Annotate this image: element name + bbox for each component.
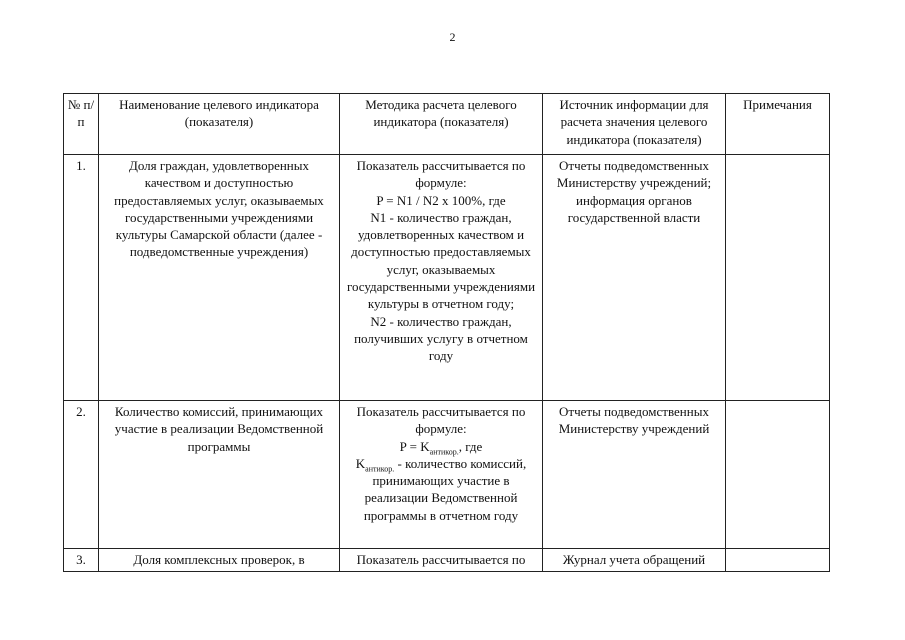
header-method: Методика расчета целевого индикатора (показателя) bbox=[340, 94, 543, 155]
definition-symbol: K bbox=[355, 455, 366, 471]
information-source: Отчеты подведомственных Министерству учреждений; информация органов государственной власти bbox=[543, 155, 726, 401]
method-definition bbox=[343, 455, 539, 524]
page-number: 2 bbox=[449, 30, 456, 44]
table-header-row bbox=[64, 94, 830, 155]
formula-rhs: , где bbox=[458, 438, 483, 454]
method-definition-n1: N1 - количество граждан, удовлетворенных качеством и доступностью предоставляемых услуг, оказываемых государственными учреждениями культуры в отчетном году; bbox=[346, 209, 536, 312]
indicator-name: Доля комплексных проверок, в bbox=[99, 549, 340, 572]
calculation-method bbox=[340, 401, 543, 549]
method-formula bbox=[343, 438, 539, 455]
formula-subscript: антикор. bbox=[429, 447, 459, 457]
definition-text: - количество комиссий, принимающих участие в реализации Ведомственной программы в отчетном году bbox=[363, 455, 527, 523]
formula-lhs: P = K bbox=[399, 438, 430, 454]
table-row bbox=[64, 401, 830, 549]
notes-cell bbox=[726, 401, 830, 549]
calculation-method: Показатель рассчитывается по bbox=[340, 549, 543, 572]
header-number: № п/п bbox=[64, 94, 99, 155]
header-notes: Примечания bbox=[726, 94, 830, 155]
row-number: 2. bbox=[64, 401, 99, 549]
header-source: Источник информации для расчета значения целевого индикатора (показателя) bbox=[543, 94, 726, 155]
definition-subscript: антикор. bbox=[365, 464, 395, 474]
row-number: 1. bbox=[64, 155, 99, 401]
information-source: Отчеты подведомственных Министерству учреждений bbox=[543, 401, 726, 549]
calculation-method bbox=[340, 155, 543, 401]
header-indicator-name: Наименование целевого индикатора (показателя) bbox=[99, 94, 340, 155]
method-intro: Показатель рассчитывается по формуле: bbox=[356, 404, 526, 437]
table-row bbox=[64, 549, 830, 572]
indicator-name: Количество комиссий, принимающих участие в реализации Ведомственной программы bbox=[99, 401, 340, 549]
notes-cell bbox=[726, 155, 830, 401]
information-source: Журнал учета обращений bbox=[543, 549, 726, 572]
indicator-name: Доля граждан, удовлетворенных качеством и доступностью предоставляемых услуг, оказываемых государственными учреждениями культуры Самарской области (далее - подведомственные учреждения) bbox=[99, 155, 340, 401]
method-intro: Показатель рассчитывается по формуле: bbox=[356, 158, 526, 191]
notes-cell bbox=[726, 549, 830, 572]
method-definition-n2: N2 - количество граждан, получивших услугу в отчетном году bbox=[354, 313, 528, 364]
table-row bbox=[64, 155, 830, 401]
row-number: 3. bbox=[64, 549, 99, 572]
method-formula: P = N1 / N2 x 100%, где bbox=[376, 192, 506, 208]
indicators-table bbox=[63, 93, 830, 572]
